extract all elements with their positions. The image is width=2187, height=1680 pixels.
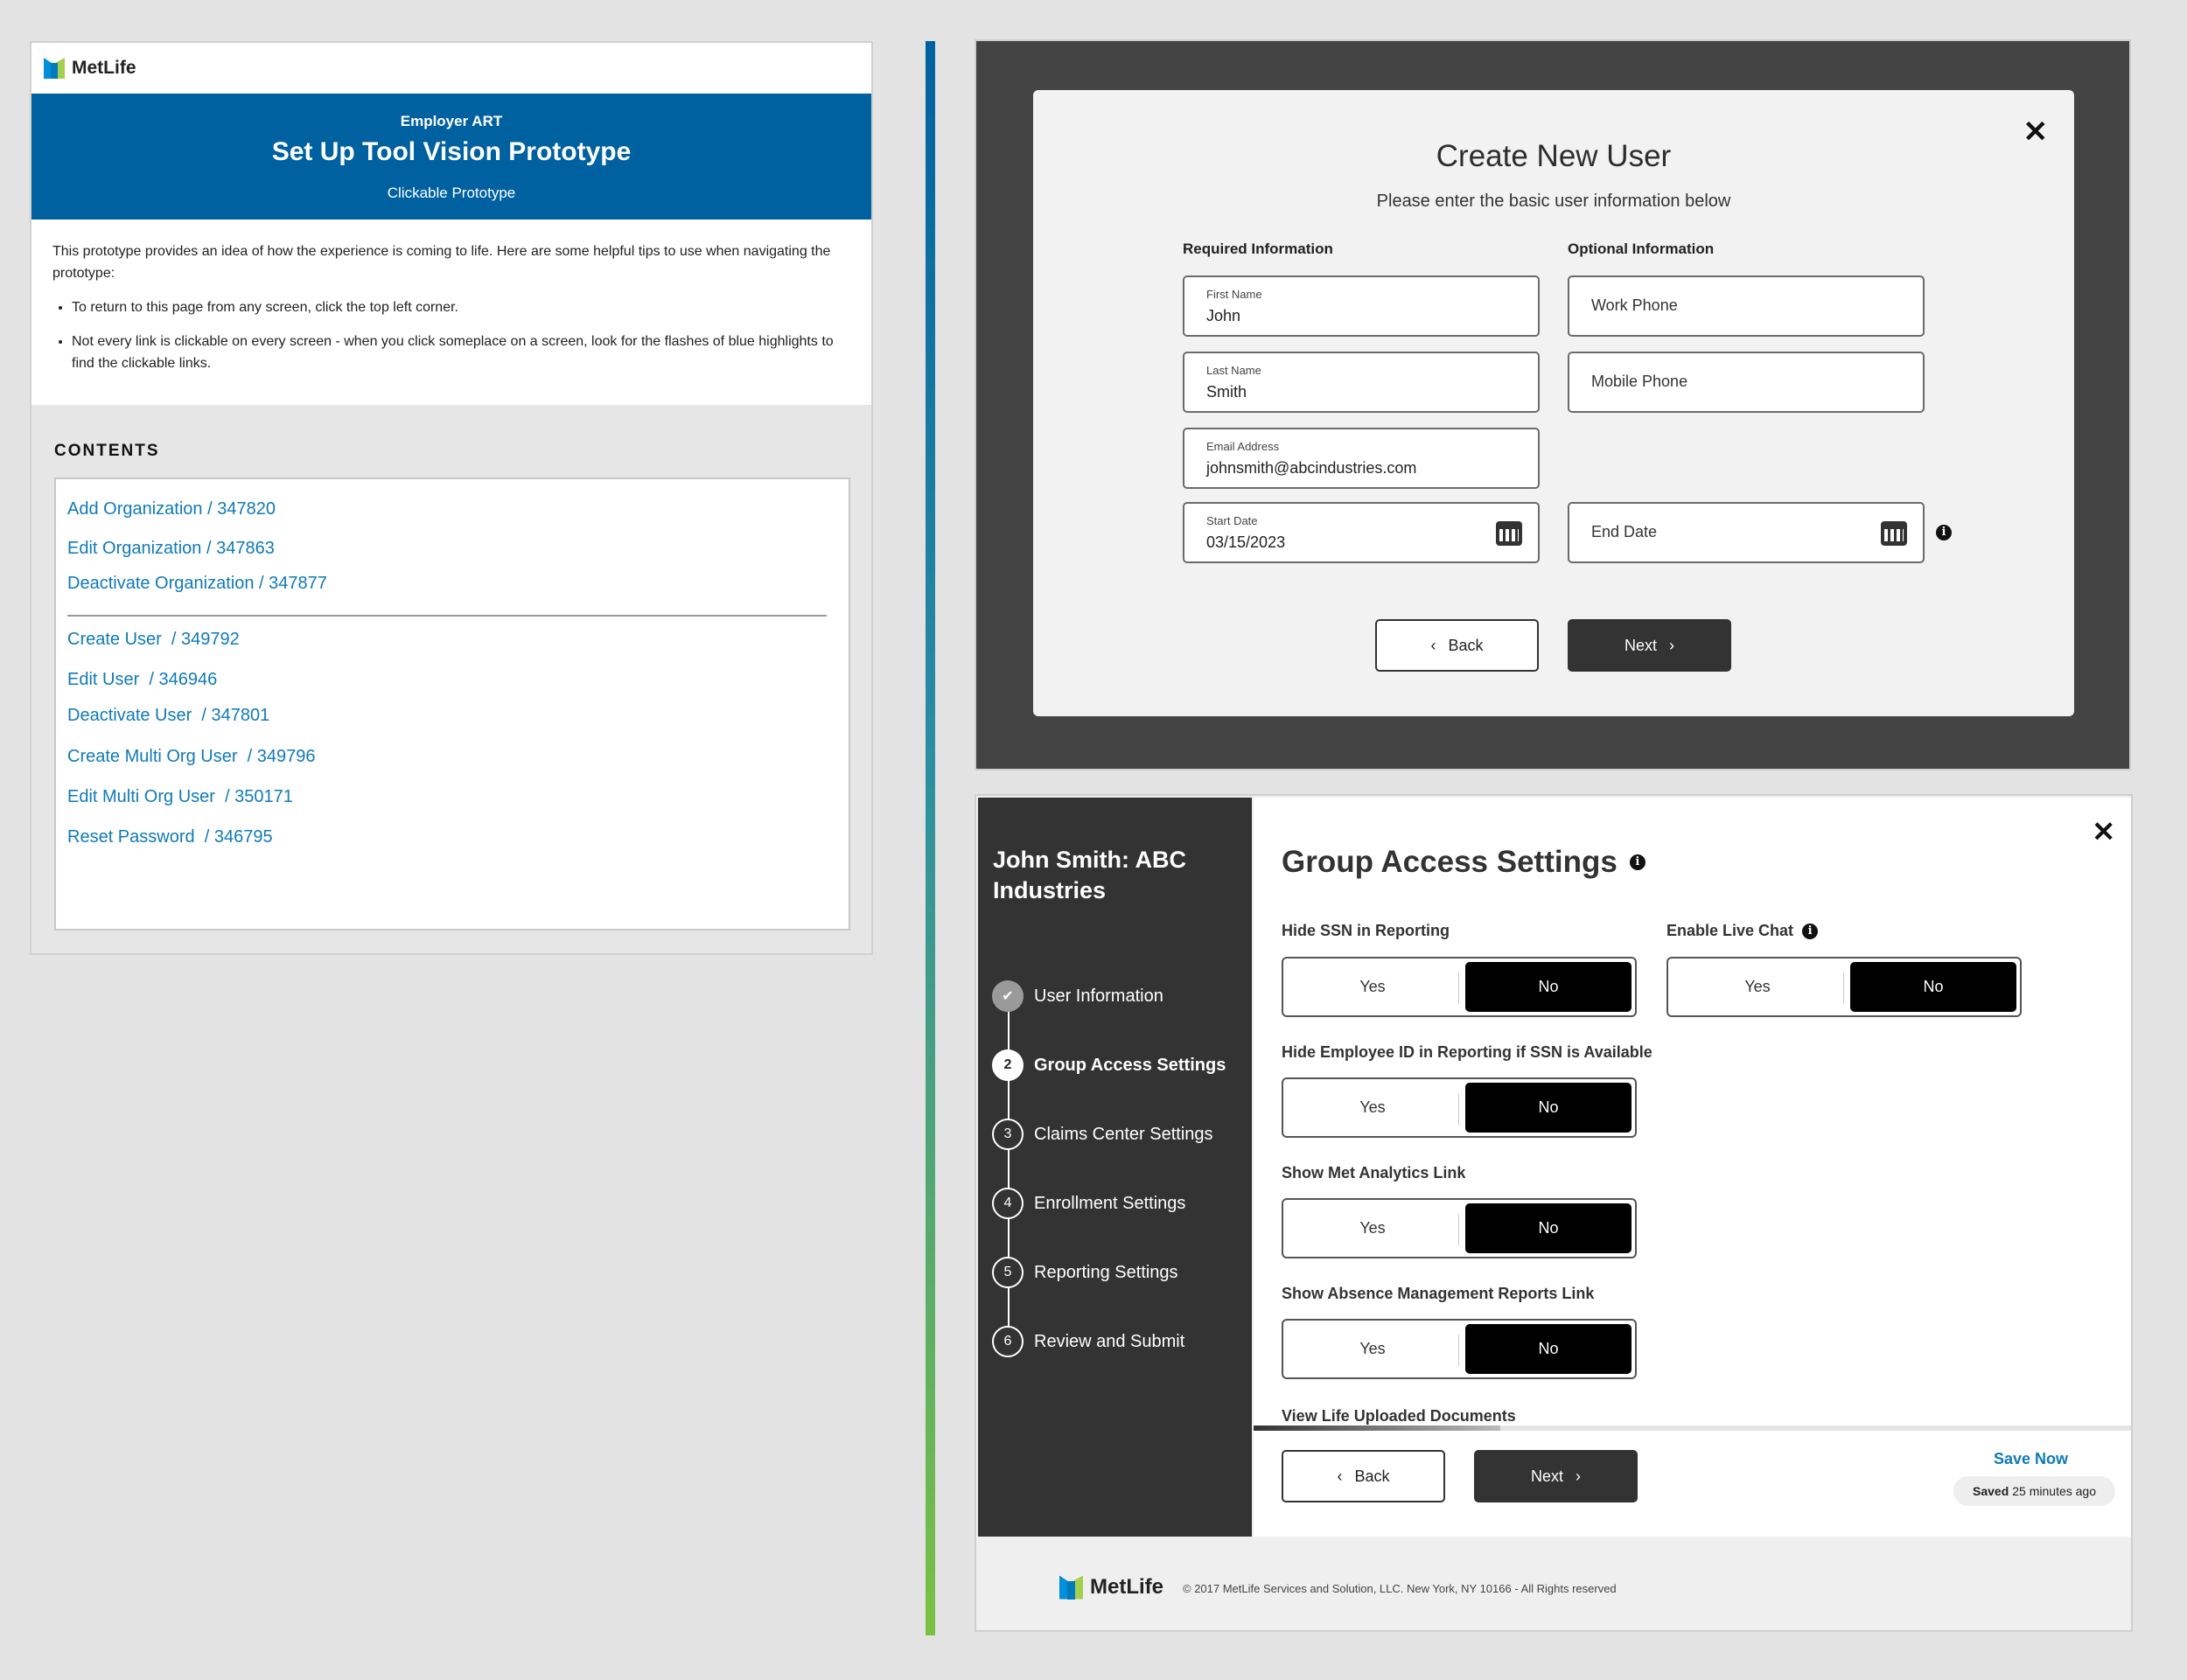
question-hide-ssn: Hide SSN in Reporting — [1282, 922, 1450, 939]
yes-option[interactable]: Yes — [1359, 1098, 1386, 1116]
intro-text: This prototype provides an idea of how the experience is coming to life. Here are some helpful tips to use when navigating the prototype: — [52, 244, 831, 281]
title-text: Group Access Settings — [1282, 845, 1618, 879]
logo-text: MetLife — [72, 58, 136, 78]
last-name-field[interactable] — [1183, 352, 1540, 413]
close-icon[interactable]: ✕ — [2023, 115, 2048, 149]
toggle-hide-employee-id[interactable] — [1282, 1077, 1637, 1138]
required-heading: Required Information — [1183, 240, 1333, 257]
step-number: 2 — [992, 1049, 1024, 1081]
saved-status-badge — [1953, 1476, 2115, 1506]
field-label: First Name — [1206, 288, 1262, 301]
step-label: Claims Center Settings — [1034, 1124, 1213, 1144]
prototype-index-panel — [30, 41, 873, 955]
yes-option[interactable]: Yes — [1359, 1340, 1386, 1357]
info-icon[interactable]: i — [1936, 525, 1952, 540]
step-reporting-settings[interactable] — [992, 1256, 1178, 1289]
no-option-selected[interactable]: No — [1465, 962, 1632, 1012]
logo-bar — [31, 43, 871, 94]
question-met-analytics: Show Met Analytics Link — [1282, 1164, 1466, 1182]
no-option-selected[interactable]: No — [1850, 962, 2016, 1012]
field-placeholder: Mobile Phone — [1591, 373, 1688, 390]
link-create-user[interactable]: Create User / 349792 — [67, 630, 240, 649]
metlife-logo[interactable] — [1059, 1575, 1163, 1600]
no-option-selected[interactable]: No — [1465, 1324, 1632, 1374]
link-deactivate-user[interactable]: Deactivate User / 347801 — [67, 706, 270, 725]
field-label: Start Date — [1206, 514, 1258, 527]
back-button[interactable] — [1282, 1450, 1445, 1502]
field-placeholder: Work Phone — [1591, 296, 1678, 314]
toggle-enable-live-chat[interactable] — [1666, 957, 2022, 1017]
mobile-phone-field[interactable] — [1568, 352, 1925, 413]
create-user-screen — [975, 39, 2131, 770]
header-title: Set Up Tool Vision Prototype — [271, 137, 632, 166]
link-edit-organization[interactable]: Edit Organization / 347863 — [67, 539, 275, 558]
step-number: 5 — [992, 1257, 1024, 1288]
question-absence-management: Show Absence Management Reports Link — [1282, 1285, 1595, 1302]
link-create-multi-org-user[interactable]: Create Multi Org User / 349796 — [67, 747, 316, 766]
yes-option[interactable]: Yes — [1359, 1219, 1386, 1237]
question-hide-employee-id: Hide Employee ID in Reporting if SSN is Available — [1282, 1043, 1652, 1061]
modal-title: Create New User — [1436, 139, 1672, 173]
step-label: Group Access Settings — [1034, 1055, 1226, 1075]
metlife-logo[interactable] — [44, 58, 136, 79]
question-life-uploaded-docs: View Life Uploaded Documents — [1282, 1407, 1516, 1425]
settings-form — [1254, 798, 2131, 1427]
step-label: Review and Submit — [1034, 1331, 1185, 1351]
first-name-field[interactable] — [1183, 275, 1540, 337]
next-button[interactable] — [1568, 619, 1731, 672]
yes-option[interactable]: Yes — [1359, 978, 1386, 995]
next-label: Next — [1624, 636, 1657, 654]
end-date-field[interactable] — [1568, 502, 1925, 563]
toggle-hide-ssn[interactable] — [1282, 957, 1637, 1017]
step-claims-center-settings[interactable] — [992, 1118, 1213, 1151]
chevron-left-icon: ‹ — [1337, 1467, 1343, 1485]
field-value: 03/15/2023 — [1206, 533, 1286, 551]
email-field[interactable] — [1183, 428, 1540, 489]
optional-heading: Optional Information — [1568, 240, 1715, 257]
step-enrollment-settings[interactable] — [992, 1187, 1185, 1220]
toggle-met-analytics[interactable] — [1282, 1198, 1637, 1258]
field-value: Smith — [1206, 383, 1247, 401]
header-caption: Clickable Prototype — [387, 185, 516, 201]
tips-list — [52, 296, 850, 374]
step-user-information[interactable] — [992, 979, 1163, 1013]
modal-subtitle: Please enter the basic user information below — [1376, 192, 1731, 211]
wizard-actions — [1254, 1431, 2131, 1537]
tip-item: • Not every link is clickable on every screen - when you click someplace on a screen, look for the flashes of blue highlights to find the clickable links. — [72, 331, 850, 374]
next-button[interactable] — [1474, 1450, 1638, 1502]
tip-item: • To return to this page from any screen, click the top left corner. — [72, 296, 850, 318]
create-user-modal — [1033, 90, 2074, 716]
close-icon[interactable]: ✕ — [2092, 816, 2115, 847]
field-placeholder: End Date — [1591, 523, 1658, 540]
step-label: Enrollment Settings — [1034, 1193, 1186, 1213]
field-label: Last Name — [1206, 364, 1261, 377]
page-title — [1282, 845, 1645, 880]
contents-divider — [67, 615, 827, 617]
chevron-left-icon: ‹ — [1430, 636, 1436, 654]
no-option-selected[interactable]: No — [1465, 1083, 1632, 1133]
step-label: User Information — [1034, 986, 1163, 1006]
step-label: Reporting Settings — [1034, 1262, 1178, 1282]
header-subtitle: Employer ART — [400, 113, 503, 129]
accent-divider-bar — [926, 41, 935, 1635]
step-number: 3 — [992, 1119, 1024, 1150]
link-add-organization[interactable]: Add Organization / 347820 — [67, 499, 276, 519]
calendar-icon[interactable] — [1881, 521, 1907, 546]
chevron-right-icon: › — [1576, 1467, 1581, 1485]
step-group-access-settings[interactable] — [992, 1049, 1226, 1082]
link-deactivate-organization[interactable]: Deactivate Organization / 347877 — [67, 574, 327, 593]
link-edit-multi-org-user[interactable]: Edit Multi Org User / 350171 — [67, 787, 293, 806]
question-enable-live-chat — [1666, 922, 1818, 940]
back-label: Back — [1448, 636, 1484, 654]
link-edit-user[interactable]: Edit User / 346946 — [67, 670, 218, 689]
field-value: John — [1206, 307, 1241, 324]
work-phone-field[interactable] — [1568, 275, 1925, 337]
field-label: Email Address — [1206, 440, 1280, 453]
calendar-icon[interactable] — [1496, 521, 1522, 546]
saved-time: 25 minutes ago — [2012, 1484, 2096, 1498]
saved-label: Saved — [1973, 1484, 2009, 1498]
intro-section — [31, 220, 871, 405]
user-org-name: John Smith: ABC Industries — [993, 847, 1186, 903]
contents-list — [54, 478, 850, 931]
logo-text: MetLife — [1090, 1575, 1163, 1599]
toggle-absence-management[interactable] — [1282, 1319, 1637, 1379]
next-label: Next — [1530, 1467, 1563, 1485]
page-footer — [978, 1538, 2131, 1630]
step-review-and-submit[interactable] — [992, 1325, 1184, 1358]
chevron-right-icon: › — [1669, 636, 1674, 654]
check-icon: ✔ — [992, 980, 1024, 1012]
back-label: Back — [1354, 1467, 1390, 1485]
info-icon[interactable]: i — [1630, 854, 1645, 870]
save-now-link[interactable]: Save Now — [1993, 1450, 2068, 1467]
no-option-selected[interactable]: No — [1465, 1203, 1632, 1253]
prototype-header — [31, 94, 871, 220]
link-reset-password[interactable]: Reset Password / 346795 — [67, 827, 273, 847]
copyright-text: © 2017 MetLife Services and Solution, LLC. New York, NY 10166 - All Rights reserved — [1183, 1582, 1617, 1595]
step-number: 4 — [992, 1188, 1024, 1219]
field-value: johnsmith@abcindustries.com — [1206, 459, 1417, 477]
metlife-logo-icon — [1059, 1576, 1083, 1600]
group-access-screen — [975, 794, 2133, 1632]
step-number: 6 — [992, 1326, 1024, 1357]
wizard-sidebar — [978, 798, 1252, 1537]
metlife-logo-icon — [44, 58, 65, 79]
yes-option[interactable]: Yes — [1744, 978, 1771, 995]
info-icon[interactable]: i — [1802, 924, 1818, 939]
start-date-field[interactable] — [1183, 502, 1540, 563]
back-button[interactable] — [1375, 619, 1539, 672]
question-text: Enable Live Chat — [1666, 922, 1794, 939]
contents-heading: CONTENTS — [54, 442, 160, 460]
